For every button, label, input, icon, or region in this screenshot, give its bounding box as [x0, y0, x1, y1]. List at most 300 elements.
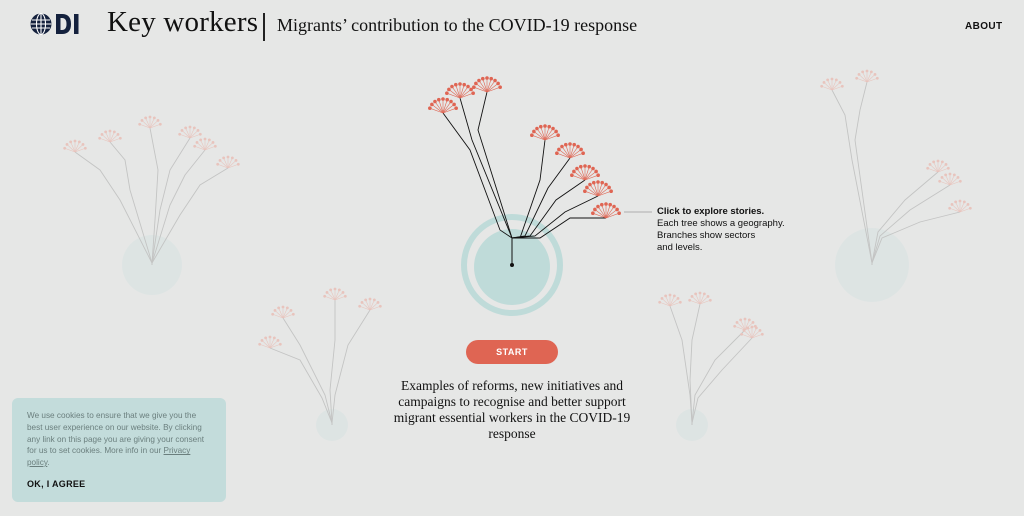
- tree-blossom: [458, 82, 462, 86]
- tree-blossom: [607, 186, 611, 190]
- tree-twig: [752, 330, 760, 338]
- tree-blossom: [743, 329, 746, 332]
- tree-blossom: [74, 140, 77, 143]
- tree-blossom: [948, 207, 951, 210]
- tree-blossom: [193, 126, 196, 129]
- tree-blossom: [941, 160, 944, 163]
- tree-right[interactable]: [820, 70, 971, 302]
- tree-blossom: [329, 288, 332, 291]
- tree-twig: [744, 330, 752, 338]
- tree-blossom: [450, 85, 454, 89]
- tree-blossom: [449, 100, 453, 104]
- tree-blossom: [612, 205, 616, 209]
- privacy-policy-link[interactable]: Privacy policy: [27, 446, 191, 468]
- tree-bottom-left[interactable]: [258, 288, 381, 441]
- tree-twig: [67, 144, 75, 152]
- tree-blossom: [588, 183, 592, 187]
- tree-blossom: [454, 106, 458, 110]
- tree-blossom: [572, 143, 576, 147]
- tree-blossom: [959, 200, 962, 203]
- callout-heading: Click to explore stories.: [657, 206, 765, 217]
- tree-blossom: [594, 170, 598, 174]
- tree-blossom: [279, 343, 282, 346]
- tree-twig: [456, 85, 460, 98]
- explore-callout: [657, 206, 785, 254]
- tree-blossom: [739, 318, 742, 321]
- tree-blossom: [437, 98, 441, 102]
- tree-blossom: [258, 343, 261, 346]
- tree-blossom: [748, 318, 751, 321]
- tree-blossom: [615, 208, 619, 212]
- tree-blossom: [600, 181, 604, 185]
- tree-blossom: [334, 288, 337, 291]
- tree-twig: [483, 79, 487, 92]
- tree-blossom: [870, 70, 873, 73]
- tree-blossom: [462, 83, 466, 87]
- tree-blossom: [608, 203, 612, 207]
- tree-twig: [476, 83, 487, 92]
- tree-blossom: [751, 326, 754, 329]
- tree-twig: [942, 177, 950, 185]
- tree-blossom: [579, 148, 583, 152]
- tree-blossom: [938, 180, 941, 183]
- tree-blossom: [755, 326, 758, 329]
- tree-blossom: [831, 78, 834, 81]
- tree-blossom: [543, 124, 547, 128]
- tree-blossom: [823, 81, 826, 84]
- tree-blossom: [178, 133, 181, 136]
- tree-blossom: [572, 170, 576, 174]
- tree-twig: [952, 204, 960, 212]
- tree-blossom: [159, 123, 162, 126]
- tree-blossom: [466, 85, 470, 89]
- tree-blossom: [445, 98, 449, 102]
- tree-blossom: [581, 151, 585, 155]
- tree-blossom: [358, 305, 361, 308]
- tree-blossom: [377, 301, 380, 304]
- tree-blossom: [949, 173, 952, 176]
- tree-branch: [690, 304, 700, 423]
- tree-blossom: [761, 333, 764, 336]
- tree-twig: [142, 120, 150, 128]
- tree-blossom: [963, 200, 966, 203]
- tree-blossom: [926, 167, 929, 170]
- tree-twig: [867, 74, 875, 82]
- page-title: Key workers: [107, 6, 259, 38]
- tree-branch: [283, 318, 332, 423]
- tree-twig: [570, 145, 574, 158]
- tree-branch: [270, 348, 332, 423]
- tree-blossom: [292, 313, 295, 316]
- tree-blossom: [344, 295, 347, 298]
- tree-blossom: [119, 137, 122, 140]
- tree-blossom: [196, 141, 199, 144]
- tree-blossom: [204, 138, 207, 141]
- tree-branch: [692, 330, 745, 423]
- tree-branch: [670, 306, 692, 423]
- tree-blossom: [109, 130, 112, 133]
- tree-blossom: [744, 318, 747, 321]
- tree-twig: [545, 131, 556, 140]
- tree-blossom: [208, 138, 211, 141]
- tree-twig: [460, 85, 464, 98]
- tree-blossom: [290, 309, 293, 312]
- tree-blossom: [658, 301, 661, 304]
- tree-blossom: [78, 140, 81, 143]
- tree-blossom: [733, 325, 736, 328]
- tree-blossom: [661, 297, 664, 300]
- callout-line: Branches show sectors: [657, 230, 756, 241]
- tree-twig: [574, 171, 585, 180]
- tree-blossom: [189, 126, 192, 129]
- tree-blossom: [157, 119, 160, 122]
- tree-twig: [832, 82, 840, 90]
- tree-blossom: [841, 85, 844, 88]
- tree-blossom: [433, 100, 437, 104]
- tree-blossom: [555, 151, 559, 155]
- tree-twig: [197, 142, 205, 150]
- tree-twig: [275, 310, 283, 318]
- tree-blossom: [596, 173, 600, 177]
- tree-blossom: [959, 180, 962, 183]
- tree-bottom-right[interactable]: [658, 292, 763, 441]
- tree-blossom: [117, 133, 120, 136]
- tree-branch: [692, 338, 752, 423]
- tree-twig: [110, 134, 118, 142]
- tree-blossom: [585, 186, 589, 190]
- tree-blossom: [101, 133, 104, 136]
- tree-blossom: [274, 309, 277, 312]
- tree-twig: [594, 183, 598, 196]
- tree-blossom: [579, 165, 583, 169]
- tree-blossom: [113, 130, 116, 133]
- tree-blossom: [261, 339, 264, 342]
- tree-blossom: [144, 116, 147, 119]
- tree-blossom: [231, 156, 234, 159]
- tree-twig: [585, 167, 589, 180]
- tree-twig: [595, 209, 606, 218]
- tree-twig: [150, 120, 158, 128]
- tree-blossom: [855, 77, 858, 80]
- tree-blossom: [969, 207, 972, 210]
- tree-blossom: [447, 88, 451, 92]
- tree-blossom: [752, 321, 755, 324]
- tree-blossom: [876, 77, 879, 80]
- tree-twig: [662, 298, 670, 306]
- start-button[interactable]: START: [466, 340, 558, 364]
- tree-twig: [545, 127, 549, 140]
- tree-blossom: [677, 297, 680, 300]
- tree-blossom: [694, 292, 697, 295]
- tree-twig: [559, 149, 570, 158]
- tree-blossom: [428, 106, 432, 110]
- tree-blossom: [199, 138, 202, 141]
- tree-blossom: [66, 143, 69, 146]
- tree-twig: [930, 164, 938, 172]
- tree-blossom: [600, 203, 604, 207]
- tree-twig: [960, 204, 968, 212]
- tree-twig: [950, 177, 958, 185]
- tree-blossom: [557, 148, 561, 152]
- tree-blossom: [153, 116, 156, 119]
- tree-blossom: [941, 176, 944, 179]
- tree-blossom: [556, 133, 560, 137]
- tree-twig: [737, 322, 745, 330]
- tree-blossom: [342, 291, 345, 294]
- tree-blossom: [286, 306, 289, 309]
- tree-blossom: [596, 205, 600, 209]
- tree-blossom: [430, 103, 434, 107]
- tree-twig: [443, 100, 447, 113]
- tree-blossom: [271, 313, 274, 316]
- tree-twig: [262, 340, 270, 348]
- tree-blossom: [193, 145, 196, 148]
- tree-twig: [602, 205, 606, 218]
- tree-blossom: [576, 145, 580, 149]
- tree-twig: [606, 209, 617, 218]
- tree-blossom: [688, 299, 691, 302]
- tree-blossom: [604, 202, 608, 206]
- tree-blossom: [539, 125, 543, 129]
- tree-blossom: [551, 127, 555, 131]
- tree-blossom: [219, 159, 222, 162]
- tree-blossom: [691, 295, 694, 298]
- tree-blossom: [277, 339, 280, 342]
- tree-blossom: [564, 143, 568, 147]
- cookie-banner: [12, 398, 226, 502]
- tree-left[interactable]: [63, 116, 239, 295]
- tree-blossom: [212, 141, 215, 144]
- tree-twig: [700, 296, 708, 304]
- tree-twig: [938, 164, 946, 172]
- tree-blossom: [673, 294, 676, 297]
- tree-twig: [205, 142, 213, 150]
- tree-twig: [228, 160, 236, 168]
- tree-blossom: [361, 301, 364, 304]
- tree-blossom: [237, 163, 240, 166]
- tree-twig: [570, 149, 581, 158]
- tree-blossom: [498, 85, 502, 89]
- tree-blossom: [947, 167, 950, 170]
- tree-blossom: [835, 78, 838, 81]
- tree-blossom: [199, 133, 202, 136]
- tree-blossom: [441, 97, 445, 101]
- cookie-message: [27, 410, 212, 469]
- intro-text: Examples of reforms, new initiatives and campaigns to recognise and better support migrant essential workers in the COVID-19 response: [393, 378, 631, 441]
- tree-blossom: [953, 173, 956, 176]
- tree-twig: [283, 310, 291, 318]
- tree-blossom: [138, 123, 141, 126]
- tree-blossom: [929, 163, 932, 166]
- tree-twig: [566, 145, 570, 158]
- tree-blossom: [874, 73, 877, 76]
- tree-blossom: [364, 298, 367, 301]
- page-subtitle: Migrants’ contribution to the COVID-19 response: [277, 15, 638, 35]
- tree-blossom: [471, 91, 475, 95]
- tree-blossom: [532, 130, 536, 134]
- tree-blossom: [530, 133, 534, 137]
- cookie-message-text: We use cookies to ensure that we give you the best user experience on our website. By clicking any link on this page you are giving your consent for us to set cookies. More info in our: [27, 411, 205, 456]
- tree-blossom: [957, 176, 960, 179]
- tree-blossom: [326, 291, 329, 294]
- tree-twig: [541, 127, 545, 140]
- tree-twig: [487, 83, 498, 92]
- tree-twig: [824, 82, 832, 90]
- tree-blossom: [560, 145, 564, 149]
- tree-blossom: [861, 70, 864, 73]
- tree-blossom: [227, 156, 230, 159]
- tree-blossom: [759, 329, 762, 332]
- tree-blossom: [699, 292, 702, 295]
- tree-twig: [534, 131, 545, 140]
- tree-blossom: [282, 306, 285, 309]
- tree-blossom: [839, 81, 842, 84]
- tree-blossom: [967, 203, 970, 206]
- tree-blossom: [669, 294, 672, 297]
- tree-twig: [598, 183, 602, 196]
- tree-blossom: [216, 163, 219, 166]
- tree-blossom: [736, 321, 739, 324]
- tree-twig: [102, 134, 110, 142]
- cookie-message-end: .: [47, 458, 50, 468]
- tree-blossom: [489, 77, 493, 81]
- tree-blossom: [591, 167, 595, 171]
- tree-twig: [190, 130, 198, 138]
- tree-blossom: [596, 180, 600, 184]
- tree-blossom: [141, 119, 144, 122]
- tree-twig: [585, 171, 596, 180]
- tree-blossom: [264, 336, 267, 339]
- tree-twig: [75, 144, 83, 152]
- tree-blossom: [181, 129, 184, 132]
- tree-blossom: [707, 295, 710, 298]
- tree-blossom: [269, 336, 272, 339]
- tree-twig: [581, 167, 585, 180]
- tree-blossom: [932, 160, 935, 163]
- tree-blossom: [496, 82, 500, 86]
- tree-blossom: [944, 173, 947, 176]
- tree-blossom: [740, 333, 743, 336]
- tree-blossom: [826, 78, 829, 81]
- tree-blossom: [951, 203, 954, 206]
- tree-blossom: [679, 301, 682, 304]
- tree-blossom: [570, 173, 574, 177]
- tree-blossom: [485, 76, 489, 80]
- tree-blossom: [746, 326, 749, 329]
- tree-blossom: [379, 305, 382, 308]
- tree-blossom: [472, 85, 476, 89]
- tree-blossom: [587, 165, 591, 169]
- tree-blossom: [69, 140, 72, 143]
- tree-blossom: [214, 145, 217, 148]
- tree-blossom: [592, 181, 596, 185]
- tree-blossom: [454, 83, 458, 87]
- tree-twig: [362, 302, 370, 310]
- callout-line: Each tree shows a geography.: [657, 218, 785, 229]
- tree-blossom: [858, 73, 861, 76]
- tree-twig: [487, 79, 491, 92]
- tree-blossom: [709, 299, 712, 302]
- tree-blossom: [277, 306, 280, 309]
- tree-blossom: [617, 211, 621, 215]
- tree-blossom: [568, 142, 572, 146]
- tree-blossom: [481, 77, 485, 81]
- tree-blossom: [703, 292, 706, 295]
- tree-blossom: [493, 79, 497, 83]
- tree-blossom: [535, 127, 539, 131]
- tree-twig: [432, 104, 443, 113]
- cookie-agree-button[interactable]: OK, I AGREE: [27, 479, 86, 489]
- tree-blossom: [235, 159, 238, 162]
- tree-root-dot: [510, 263, 514, 267]
- tree-blossom: [604, 183, 608, 187]
- tree-blossom: [84, 147, 87, 150]
- tree-blossom: [474, 82, 478, 86]
- tree-blossom: [197, 129, 200, 132]
- tree-twig: [443, 104, 454, 113]
- callout-line: and levels.: [657, 242, 703, 253]
- tree-blossom: [945, 163, 948, 166]
- tree-blossom: [820, 85, 823, 88]
- tree-blossom: [866, 70, 869, 73]
- tree-blossom: [583, 189, 587, 193]
- tree-blossom: [222, 156, 225, 159]
- tree-twig: [692, 296, 700, 304]
- tree-twig: [670, 298, 678, 306]
- tree-blossom: [575, 167, 579, 171]
- tree-twig: [598, 187, 609, 196]
- tree-blossom: [273, 336, 276, 339]
- tree-blossom: [591, 211, 595, 215]
- tree-twig: [335, 292, 343, 300]
- tree-twig: [182, 130, 190, 138]
- tree-twig: [859, 74, 867, 82]
- tree-blossom: [338, 288, 341, 291]
- tree-main[interactable]: [428, 76, 621, 313]
- tree-twig: [460, 89, 471, 98]
- tree-twig: [606, 205, 610, 218]
- tree-blossom: [583, 164, 587, 168]
- tree-blossom: [184, 126, 187, 129]
- tree-twig: [220, 160, 228, 168]
- tree-blossom: [98, 137, 101, 140]
- tree-blossom: [369, 298, 372, 301]
- tree-blossom: [609, 189, 613, 193]
- tree-branch: [332, 310, 370, 423]
- tree-twig: [439, 100, 443, 113]
- tree-twig: [449, 89, 460, 98]
- about-link[interactable]: ABOUT: [965, 21, 1003, 32]
- tree-blossom: [593, 208, 597, 212]
- tree-blossom: [63, 147, 66, 150]
- tree-blossom: [82, 143, 85, 146]
- tree-twig: [327, 292, 335, 300]
- tree-blossom: [554, 130, 558, 134]
- tree-twig: [587, 187, 598, 196]
- tree-blossom: [664, 294, 667, 297]
- tree-blossom: [323, 295, 326, 298]
- tree-blossom: [445, 91, 449, 95]
- tree-blossom: [373, 298, 376, 301]
- tree-twig: [270, 340, 278, 348]
- tree-blossom: [477, 79, 481, 83]
- tree-blossom: [149, 116, 152, 119]
- tree-blossom: [452, 103, 456, 107]
- tree-blossom: [104, 130, 107, 133]
- tree-blossom: [937, 160, 940, 163]
- tree-blossom: [954, 200, 957, 203]
- tree-blossom: [547, 125, 551, 129]
